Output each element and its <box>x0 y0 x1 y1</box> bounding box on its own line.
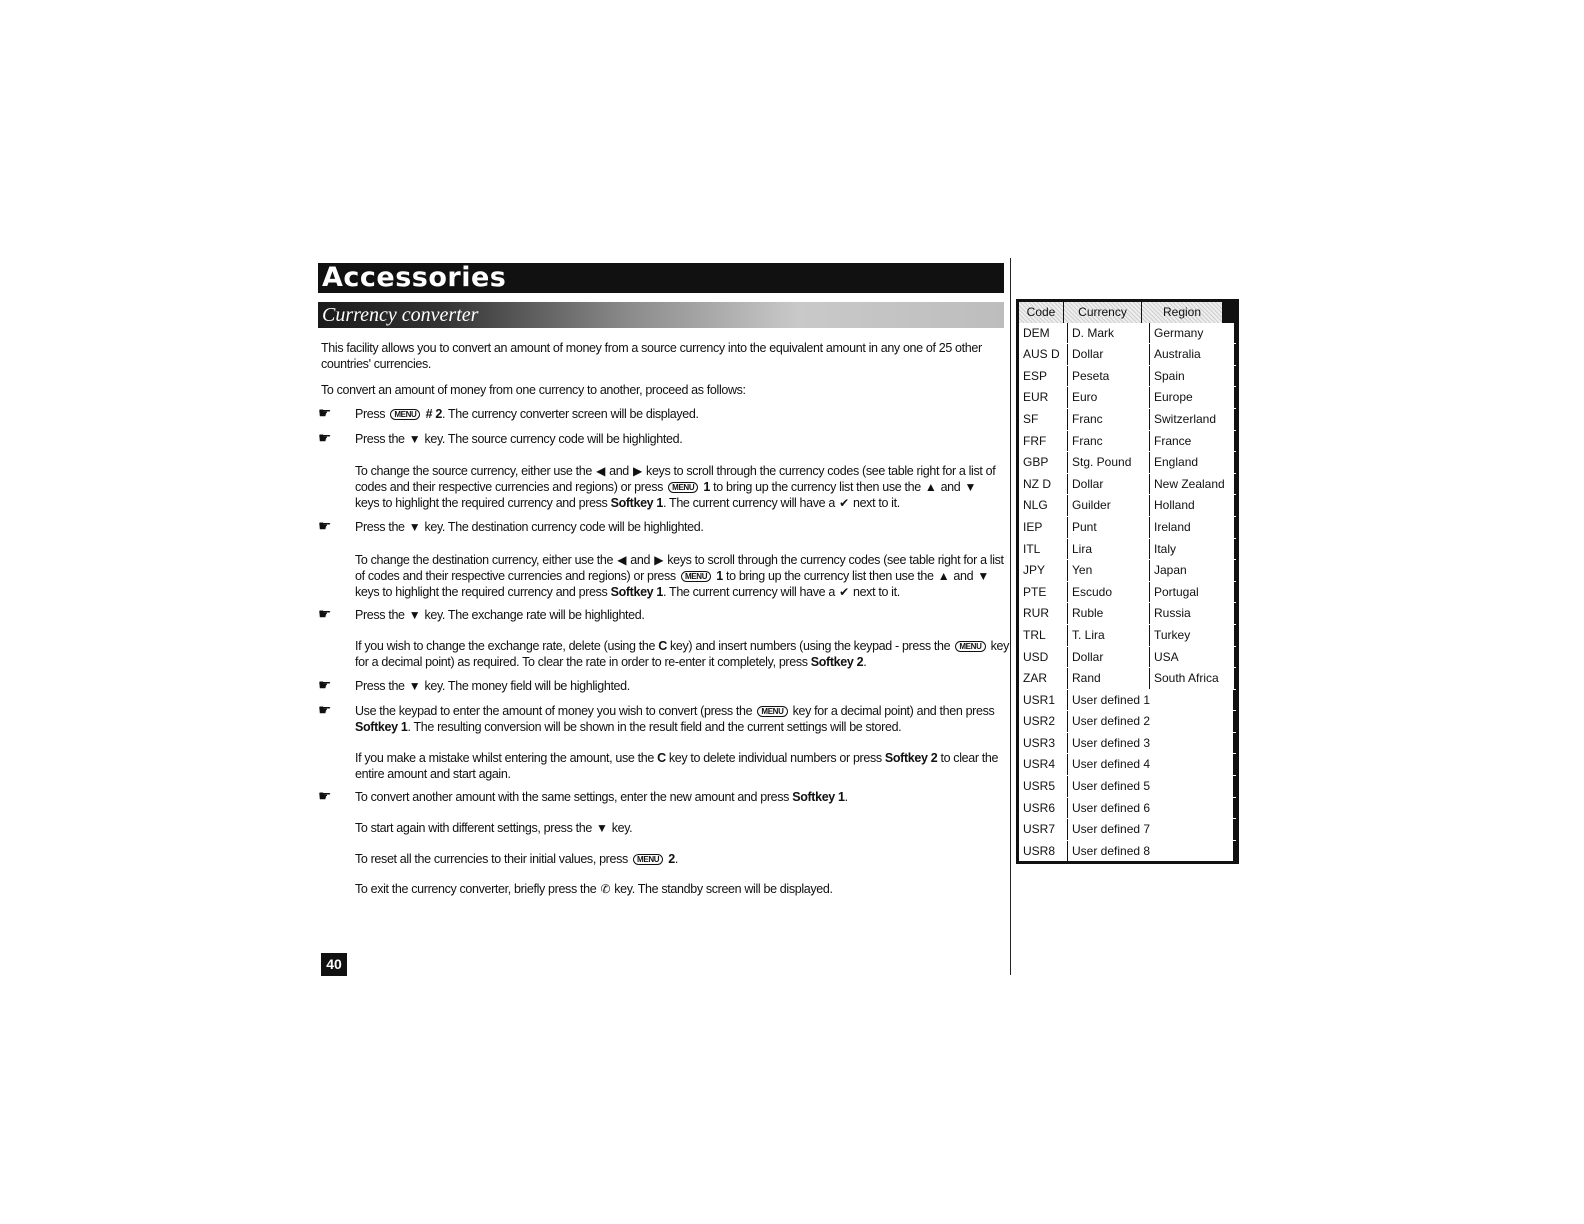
region-cell: Japan <box>1149 560 1234 581</box>
step-6-line: Use the keypad to enter the amount of money you wish to convert (press the MENU key for a decimal point) and then press <box>355 704 995 718</box>
down-triangle-icon: ▼ <box>977 569 989 583</box>
code-cell: USR4 <box>1019 754 1067 775</box>
currency-cell: Lira <box>1067 539 1149 560</box>
step-2: Press the ▼ key. The source currency code will be highlighted. <box>355 432 683 446</box>
currency-cell: D. Mark <box>1067 323 1149 344</box>
menu-key-icon: MENU <box>668 482 698 493</box>
up-triangle-icon: ▲ <box>937 569 950 583</box>
code-cell: PTE <box>1019 582 1067 603</box>
table-row <box>1019 516 1236 538</box>
code-cell: NZ D <box>1019 474 1067 495</box>
step-6-note-line: entire amount and start again. <box>355 767 511 781</box>
table-row <box>1019 581 1236 603</box>
table-row <box>1019 451 1236 473</box>
down-triangle-icon: ▼ <box>408 608 421 622</box>
step-3: Press the ▼ key. The destination currency code will be highlighted. <box>355 520 704 534</box>
menu-key-icon: MENU <box>681 571 711 582</box>
table-row <box>1019 494 1236 516</box>
currency-cell: Ruble <box>1067 603 1149 624</box>
step-4-note-line: If you wish to change the exchange rate, delete (using the C key) and insert numbers (using the keypad - press the MENU key <box>355 639 1010 653</box>
down-triangle-icon: ▼ <box>964 480 977 494</box>
pointing-hand-icon: ☛ <box>318 788 332 805</box>
table-row <box>1019 818 1236 840</box>
step-7: To convert another amount with the same settings, enter the new amount and press Softkey 1. <box>355 790 848 804</box>
currency-cell: Dollar <box>1067 647 1149 668</box>
currency-cell: Rand <box>1067 668 1149 689</box>
currency-cell: Peseta <box>1067 366 1149 387</box>
intro-line: This facility allows you to convert an amount of money from a source currency into the equivalent amount in any one of 25 other <box>321 341 982 355</box>
table-row <box>1019 753 1236 775</box>
region-cell: Ireland <box>1149 517 1234 538</box>
down-triangle-icon: ▼ <box>408 432 421 446</box>
table-row <box>1019 624 1236 646</box>
code-cell: USD <box>1019 647 1067 668</box>
down-triangle-icon: ▼ <box>408 679 421 693</box>
table-row <box>1019 343 1236 365</box>
note-restart: To start again with different settings, press the ▼ key. <box>355 821 633 835</box>
code-cell: ZAR <box>1019 668 1067 689</box>
code-cell: USR6 <box>1019 798 1067 819</box>
pointing-hand-icon: ☛ <box>318 518 332 535</box>
down-triangle-icon: ▼ <box>408 520 421 534</box>
region-cell: Switzerland <box>1149 409 1234 430</box>
menu-key-icon: MENU <box>390 409 420 420</box>
step-2-note-line: keys to highlight the required currency and press Softkey 1. The current currency will have a ✔ next to it. <box>355 496 900 510</box>
checkmark-icon: ✔ <box>839 585 849 599</box>
currency-cell: T. Lira <box>1067 625 1149 646</box>
currency-cell: Franc <box>1067 431 1149 452</box>
step-5: Press the ▼ key. The money field will be highlighted. <box>355 679 630 693</box>
menu-key-icon: MENU <box>633 854 663 865</box>
region-cell: Turkey <box>1149 625 1234 646</box>
table-row <box>1019 667 1236 689</box>
menu-key-icon: MENU <box>757 706 787 717</box>
code-cell: AUS D <box>1019 344 1067 365</box>
code-cell: FRF <box>1019 431 1067 452</box>
intro-line: countries' currencies. <box>321 357 432 371</box>
region-cell: France <box>1149 431 1234 452</box>
table-row <box>1019 775 1236 797</box>
step-2-note-line: To change the source currency, either use the ◀ and ▶ keys to scroll through the currency codes (see table right for a list of <box>355 464 996 478</box>
column-header: Code <box>1019 302 1063 323</box>
currency-cell: Guilder <box>1067 495 1149 516</box>
step-3-note-line: of codes and their respective currencies and regions) or press MENU 1 to bring up the currency list then use the ▲ and ▼ <box>355 569 989 583</box>
table-row <box>1019 386 1236 408</box>
section-title: Currency converter <box>322 304 479 326</box>
code-cell: JPY <box>1019 560 1067 581</box>
code-cell: EUR <box>1019 387 1067 408</box>
currency-cell: User defined 6 <box>1067 798 1233 819</box>
table-row <box>1019 689 1236 711</box>
region-cell: South Africa <box>1149 668 1234 689</box>
currency-cell: User defined 4 <box>1067 754 1233 775</box>
column-header: Currency <box>1063 302 1141 323</box>
currency-cell: Euro <box>1067 387 1149 408</box>
column-header: Region <box>1141 302 1222 323</box>
region-cell: Germany <box>1149 323 1234 344</box>
down-triangle-icon: ▼ <box>596 821 608 835</box>
region-cell: USA <box>1149 647 1234 668</box>
currency-cell: Escudo <box>1067 582 1149 603</box>
code-cell: GBP <box>1019 452 1067 473</box>
note-exit: To exit the currency converter, briefly press the ✆ key. The standby screen will be displayed. <box>355 882 833 896</box>
table-row <box>1019 602 1236 624</box>
checkmark-icon: ✔ <box>839 496 849 510</box>
currency-cell: Dollar <box>1067 474 1149 495</box>
step-4: Press the ▼ key. The exchange rate will be highlighted. <box>355 608 645 622</box>
code-cell: USR1 <box>1019 690 1067 711</box>
right-triangle-icon: ▶ <box>654 553 664 567</box>
currency-cell: User defined 8 <box>1067 841 1233 862</box>
code-cell: USR8 <box>1019 841 1067 862</box>
up-triangle-icon: ▲ <box>924 480 937 494</box>
table-row <box>1019 559 1236 581</box>
table-row <box>1019 365 1236 387</box>
region-cell: Russia <box>1149 603 1234 624</box>
end-key-icon: ✆ <box>600 882 611 896</box>
currency-cell: User defined 5 <box>1067 776 1233 797</box>
region-cell: Portugal <box>1149 582 1234 603</box>
currency-cell: Franc <box>1067 409 1149 430</box>
step-2-note-line: codes and their respective currencies and regions) or press MENU 1 to bring up the currency list then use the ▲ and ▼ <box>355 480 977 494</box>
table-row <box>1019 473 1236 495</box>
step-3-note-line: keys to highlight the required currency and press Softkey 1. The current currency will have a ✔ next to it. <box>355 585 900 599</box>
currency-cell: Yen <box>1067 560 1149 581</box>
page-number: 40 <box>321 953 347 976</box>
right-triangle-icon: ▶ <box>633 464 642 478</box>
step-1: Press MENU # 2. The currency converter screen will be displayed. <box>355 407 699 421</box>
code-cell: TRL <box>1019 625 1067 646</box>
currency-cell: User defined 3 <box>1067 733 1233 754</box>
code-cell: ITL <box>1019 539 1067 560</box>
pointing-hand-icon: ☛ <box>318 606 332 623</box>
table-row <box>1019 732 1236 754</box>
table-row <box>1019 840 1236 862</box>
pointing-hand-icon: ☛ <box>318 405 332 422</box>
table-row <box>1019 538 1236 560</box>
region-cell: Italy <box>1149 539 1234 560</box>
currency-cell: Stg. Pound <box>1067 452 1149 473</box>
table-row <box>1019 430 1236 452</box>
intro-line: To convert an amount of money from one currency to another, proceed as follows: <box>321 383 746 397</box>
table-row <box>1019 408 1236 430</box>
menu-key-icon: MENU <box>955 641 985 652</box>
currency-cell: User defined 2 <box>1067 711 1233 732</box>
table-row <box>1019 797 1236 819</box>
table-row <box>1019 323 1236 344</box>
column-divider <box>1010 258 1011 975</box>
code-cell: USR2 <box>1019 711 1067 732</box>
code-cell: USR3 <box>1019 733 1067 754</box>
pointing-hand-icon: ☛ <box>318 677 332 694</box>
code-cell: IEP <box>1019 517 1067 538</box>
pointing-hand-icon: ☛ <box>318 430 332 447</box>
currency-cell: User defined 7 <box>1067 819 1233 840</box>
region-cell: England <box>1149 452 1234 473</box>
code-cell: SF <box>1019 409 1067 430</box>
step-6-note-line: If you make a mistake whilst entering the amount, use the C key to delete individual numbers or press Softkey 2 to clear the <box>355 751 999 765</box>
step-6-line: Softkey 1. The resulting conversion will be shown in the result field and the current settings will be stored. <box>355 720 902 734</box>
currency-cell: User defined 1 <box>1067 690 1233 711</box>
currency-cell: Punt <box>1067 517 1149 538</box>
code-cell: DEM <box>1019 323 1067 344</box>
note-reset: To reset all the currencies to their initial values, press MENU 2. <box>355 852 679 866</box>
page-title: Accessories <box>322 262 507 293</box>
left-triangle-icon: ◀ <box>617 553 627 567</box>
region-cell: Spain <box>1149 366 1234 387</box>
table-row <box>1019 646 1236 668</box>
currency-cell: Dollar <box>1067 344 1149 365</box>
pointing-hand-icon: ☛ <box>318 702 332 719</box>
step-3-note-line: To change the destination currency, either use the ◀ and ▶ keys to scroll through the currency codes (see table right for a list <box>355 553 1004 567</box>
table-header-row <box>1019 302 1236 323</box>
code-cell: RUR <box>1019 603 1067 624</box>
left-triangle-icon: ◀ <box>596 464 605 478</box>
step-4-note-line: for a decimal point) as required. To clear the rate in order to re-enter it completely, press Softkey 2. <box>355 655 867 669</box>
page-header <box>318 263 1004 293</box>
code-cell: NLG <box>1019 495 1067 516</box>
region-cell: Australia <box>1149 344 1234 365</box>
currency-table <box>1016 299 1239 864</box>
code-cell: USR7 <box>1019 819 1067 840</box>
code-cell: ESP <box>1019 366 1067 387</box>
table-row <box>1019 710 1236 732</box>
region-cell: Europe <box>1149 387 1234 408</box>
code-cell: USR5 <box>1019 776 1067 797</box>
section-header <box>318 302 1004 328</box>
region-cell: Holland <box>1149 495 1234 516</box>
region-cell: New Zealand <box>1149 474 1234 495</box>
